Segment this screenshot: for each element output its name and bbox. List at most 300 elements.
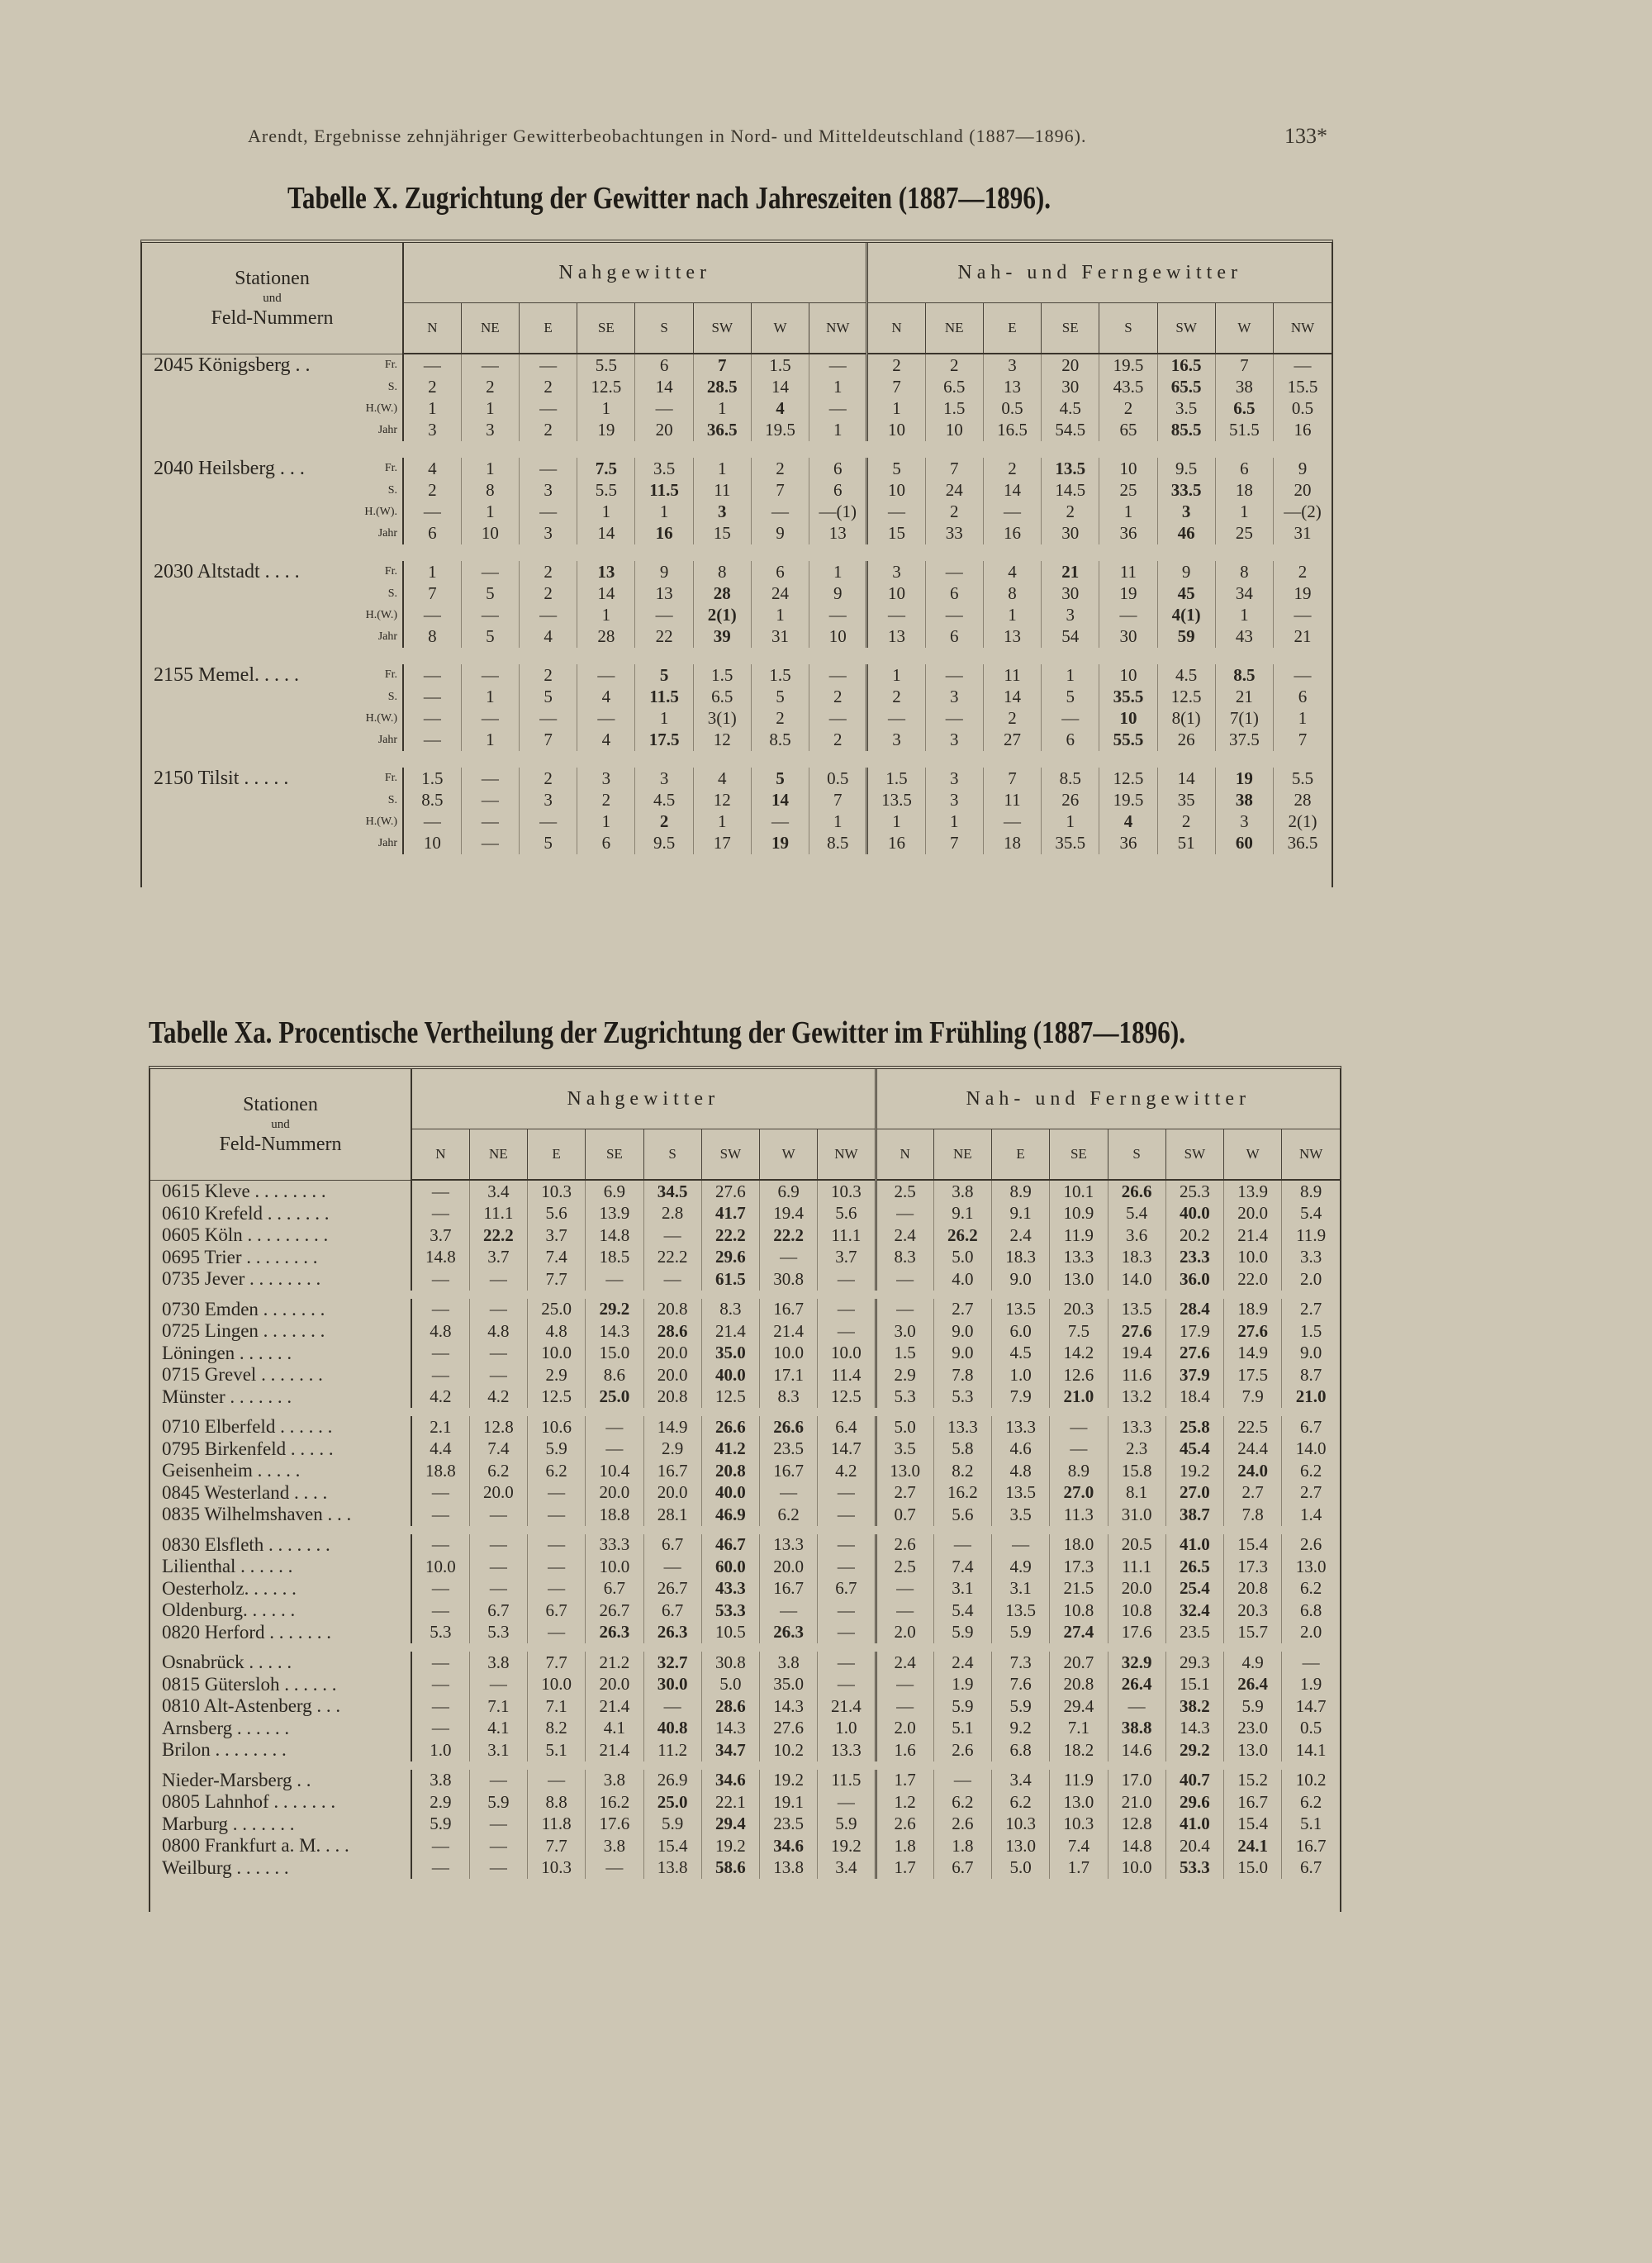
- value-cell: —: [469, 1504, 527, 1526]
- value-cell: 6.5: [925, 377, 983, 398]
- value-cell: 10.3: [992, 1814, 1050, 1836]
- value-cell: 3: [519, 523, 577, 544]
- table-row: [142, 626, 1332, 648]
- value-cell: —: [469, 1556, 527, 1578]
- value-cell: 36: [1099, 833, 1157, 854]
- value-cell: 1.5: [867, 768, 925, 790]
- table-row: [142, 502, 1332, 523]
- station-name: 0610 Krefeld . . . . . . .: [150, 1203, 411, 1225]
- value-cell: 2.6: [1282, 1534, 1340, 1557]
- value-cell: 1: [983, 605, 1041, 626]
- value-cell: —: [818, 1299, 876, 1321]
- value-cell: 11.9: [1050, 1770, 1108, 1792]
- value-cell: 4.0: [933, 1268, 991, 1291]
- station-name: Marburg . . . . . . .: [150, 1814, 411, 1836]
- value-cell: 26.4: [1224, 1674, 1282, 1696]
- station-name: Weilburg . . . . . .: [150, 1857, 411, 1880]
- value-cell: 2.7: [1282, 1299, 1340, 1321]
- value-cell: 6.2: [1282, 1791, 1340, 1814]
- table-row: [150, 1835, 1340, 1857]
- value-cell: 12: [693, 730, 751, 751]
- value-cell: 7.7: [528, 1835, 586, 1857]
- value-cell: 26: [1042, 790, 1099, 811]
- value-cell: 20.0: [1224, 1203, 1282, 1225]
- table-row: [150, 1652, 1340, 1674]
- value-cell: —(2): [1274, 502, 1332, 523]
- value-cell: 10: [1099, 708, 1157, 730]
- value-cell: —: [461, 768, 519, 790]
- value-cell: 36.5: [1274, 833, 1332, 854]
- value-cell: 54: [1042, 626, 1099, 648]
- value-cell: 26.6: [1108, 1180, 1165, 1203]
- value-cell: 14.8: [1108, 1835, 1165, 1857]
- value-cell: 5: [751, 768, 809, 790]
- value-cell: 28: [577, 626, 635, 648]
- value-cell: 9.5: [635, 833, 693, 854]
- station-name: [142, 480, 358, 502]
- value-cell: 19: [751, 833, 809, 854]
- value-cell: 12: [693, 790, 751, 811]
- table-row: [142, 687, 1332, 708]
- value-cell: 5.9: [469, 1791, 527, 1814]
- value-cell: 1.9: [933, 1674, 991, 1696]
- value-cell: —: [925, 708, 983, 730]
- value-cell: 1.0: [411, 1739, 469, 1761]
- value-cell: 6: [809, 480, 867, 502]
- value-cell: 5.5: [1274, 768, 1332, 790]
- value-cell: 40.0: [701, 1482, 759, 1505]
- value-cell: 4.4: [411, 1438, 469, 1461]
- value-cell: 4.1: [586, 1718, 643, 1740]
- value-cell: 14.0: [1282, 1438, 1340, 1461]
- value-cell: 18.3: [992, 1247, 1050, 1269]
- value-cell: 3(1): [693, 708, 751, 730]
- value-cell: 20: [1042, 354, 1099, 377]
- season-label: H.(W).: [358, 502, 403, 523]
- value-cell: 9: [751, 523, 809, 544]
- value-cell: 34.5: [643, 1180, 701, 1203]
- value-cell: 17.6: [1108, 1622, 1165, 1644]
- value-cell: 14.9: [643, 1416, 701, 1438]
- value-cell: 2: [925, 354, 983, 377]
- station-name: 0715 Grevel . . . . . . .: [150, 1364, 411, 1386]
- station-name: [142, 398, 358, 420]
- value-cell: 14.1: [1282, 1739, 1340, 1761]
- value-cell: 12.5: [701, 1386, 759, 1409]
- value-cell: 14: [635, 377, 693, 398]
- value-cell: —: [876, 1695, 933, 1718]
- value-cell: 6.7: [1282, 1857, 1340, 1880]
- value-cell: 8.1: [1108, 1482, 1165, 1505]
- value-cell: 26.6: [760, 1416, 818, 1438]
- value-cell: 13: [983, 626, 1041, 648]
- value-cell: 20.5: [1108, 1534, 1165, 1557]
- table-row: [150, 1770, 1340, 1792]
- value-cell: —: [403, 502, 461, 523]
- value-cell: 2: [403, 480, 461, 502]
- value-cell: —: [809, 354, 867, 377]
- value-cell: 4: [983, 561, 1041, 583]
- value-cell: —: [983, 502, 1041, 523]
- value-cell: 4(1): [1157, 605, 1215, 626]
- value-cell: 11.3: [1050, 1504, 1108, 1526]
- value-cell: 27: [983, 730, 1041, 751]
- value-cell: 1.8: [876, 1835, 933, 1857]
- value-cell: 8.5: [751, 730, 809, 751]
- table-row: [150, 1343, 1340, 1365]
- value-cell: —: [411, 1718, 469, 1740]
- value-cell: 6.7: [643, 1534, 701, 1557]
- value-cell: 7.7: [528, 1268, 586, 1291]
- value-cell: —: [876, 1674, 933, 1696]
- value-cell: —: [809, 664, 867, 687]
- value-cell: 5.0: [933, 1247, 991, 1269]
- value-cell: 60.0: [701, 1556, 759, 1578]
- value-cell: 2: [1274, 561, 1332, 583]
- value-cell: 19: [1274, 583, 1332, 605]
- value-cell: 43.5: [1099, 377, 1157, 398]
- value-cell: 19.4: [760, 1203, 818, 1225]
- value-cell: 26.4: [1108, 1674, 1165, 1696]
- direction-header-s: S: [1108, 1129, 1165, 1181]
- value-cell: 1: [925, 811, 983, 833]
- value-cell: 4.9: [1224, 1652, 1282, 1674]
- group-nahgewitter: Nahgewitter: [403, 243, 867, 303]
- value-cell: —: [1050, 1438, 1108, 1461]
- value-cell: 9.1: [933, 1203, 991, 1225]
- table-row: [142, 458, 1332, 480]
- value-cell: 10.3: [818, 1180, 876, 1203]
- table-row: [142, 605, 1332, 626]
- value-cell: 5.3: [411, 1622, 469, 1644]
- value-cell: 10.3: [528, 1857, 586, 1880]
- value-cell: —: [411, 1268, 469, 1291]
- value-cell: 20.2: [1165, 1224, 1223, 1247]
- value-cell: 20.0: [760, 1556, 818, 1578]
- value-cell: —: [469, 1268, 527, 1291]
- value-cell: 3.8: [411, 1770, 469, 1792]
- value-cell: 20.0: [643, 1364, 701, 1386]
- value-cell: 30: [1099, 626, 1157, 648]
- value-cell: 23.5: [760, 1438, 818, 1461]
- value-cell: —: [411, 1534, 469, 1557]
- value-cell: —: [635, 605, 693, 626]
- value-cell: 2.4: [876, 1224, 933, 1247]
- value-cell: 14.3: [760, 1695, 818, 1718]
- value-cell: 6.7: [586, 1578, 643, 1600]
- value-cell: 1: [1042, 664, 1099, 687]
- value-cell: 46.9: [701, 1504, 759, 1526]
- value-cell: 28.6: [643, 1320, 701, 1343]
- value-cell: —: [469, 1857, 527, 1880]
- station-name: [142, 605, 358, 626]
- value-cell: 1: [577, 502, 635, 523]
- value-cell: 5.3: [933, 1386, 991, 1409]
- value-cell: 5.4: [933, 1600, 991, 1622]
- value-cell: 4: [693, 768, 751, 790]
- value-cell: 14.3: [586, 1320, 643, 1343]
- station-name: 2030 Altstadt . . . .: [154, 560, 300, 582]
- value-cell: 10.0: [760, 1343, 818, 1365]
- value-cell: 22.0: [1224, 1268, 1282, 1291]
- value-cell: —: [519, 811, 577, 833]
- value-cell: 7: [1215, 354, 1273, 377]
- value-cell: 3.8: [586, 1770, 643, 1792]
- value-cell: 46: [1157, 523, 1215, 544]
- value-cell: 20.0: [586, 1674, 643, 1696]
- value-cell: 14: [751, 790, 809, 811]
- station-name: Oesterholz. . . . . .: [150, 1578, 411, 1600]
- value-cell: 33: [925, 523, 983, 544]
- value-cell: 8.3: [760, 1386, 818, 1409]
- value-cell: 8: [693, 561, 751, 583]
- station-name: 0795 Birkenfeld . . . . .: [150, 1438, 411, 1461]
- value-cell: 30: [1042, 377, 1099, 398]
- value-cell: 21.0: [1282, 1386, 1340, 1409]
- value-cell: 7.7: [528, 1652, 586, 1674]
- value-cell: 16.5: [1157, 354, 1215, 377]
- value-cell: 14: [983, 687, 1041, 708]
- value-cell: 1.5: [925, 398, 983, 420]
- value-cell: 5.9: [818, 1814, 876, 1836]
- station-name: 0845 Westerland . . . .: [150, 1482, 411, 1505]
- value-cell: 60: [1215, 833, 1273, 854]
- value-cell: 9.1: [992, 1203, 1050, 1225]
- station-name: 0800 Frankfurt a. M. . . .: [150, 1835, 411, 1857]
- value-cell: 20.8: [1050, 1674, 1108, 1696]
- value-cell: 3.7: [528, 1224, 586, 1247]
- value-cell: —: [403, 708, 461, 730]
- value-cell: —: [411, 1299, 469, 1321]
- value-cell: 25.0: [586, 1386, 643, 1409]
- value-cell: 38.7: [1165, 1504, 1223, 1526]
- value-cell: 24.1: [1224, 1835, 1282, 1857]
- value-cell: 14: [577, 523, 635, 544]
- value-cell: 4.8: [469, 1320, 527, 1343]
- value-cell: 1: [403, 398, 461, 420]
- value-cell: 10.9: [1050, 1203, 1108, 1225]
- table-row: [150, 1364, 1340, 1386]
- value-cell: 15.0: [1224, 1857, 1282, 1880]
- value-cell: 1: [809, 420, 867, 441]
- value-cell: 13.5: [992, 1482, 1050, 1505]
- value-cell: 45.4: [1165, 1438, 1223, 1461]
- value-cell: —: [876, 1600, 933, 1622]
- value-cell: 17.1: [760, 1364, 818, 1386]
- value-cell: 38.2: [1165, 1695, 1223, 1718]
- value-cell: 7.1: [1050, 1718, 1108, 1740]
- direction-header-ne: NE: [469, 1129, 527, 1181]
- value-cell: 43.3: [701, 1578, 759, 1600]
- value-cell: 10.3: [528, 1180, 586, 1203]
- value-cell: 10: [867, 420, 925, 441]
- value-cell: 6.5: [693, 687, 751, 708]
- value-cell: 6: [1274, 687, 1332, 708]
- value-cell: —: [411, 1695, 469, 1718]
- station-name: Münster . . . . . . .: [150, 1386, 411, 1409]
- direction-header-nw: NW: [818, 1129, 876, 1181]
- direction-header-n: N: [867, 303, 925, 354]
- value-cell: 9: [1157, 561, 1215, 583]
- value-cell: 8.2: [528, 1718, 586, 1740]
- group-nah-ferngewitter: Nah- und Ferngewitter: [867, 243, 1332, 303]
- value-cell: 13.9: [1224, 1180, 1282, 1203]
- value-cell: 26.3: [643, 1622, 701, 1644]
- value-cell: 18.4: [1165, 1386, 1223, 1409]
- value-cell: —: [867, 605, 925, 626]
- value-cell: 21.4: [760, 1320, 818, 1343]
- value-cell: 1: [1274, 708, 1332, 730]
- spacer-row: [142, 751, 1332, 768]
- direction-header-se: SE: [586, 1129, 643, 1181]
- value-cell: 16: [867, 833, 925, 854]
- value-cell: 6: [577, 833, 635, 854]
- value-cell: 29.4: [1050, 1695, 1108, 1718]
- season-label: S.: [358, 377, 403, 398]
- value-cell: 26: [1157, 730, 1215, 751]
- table-row: [150, 1739, 1340, 1761]
- value-cell: 31.0: [1108, 1504, 1165, 1526]
- table1: [140, 240, 1333, 887]
- value-cell: 5: [867, 458, 925, 480]
- value-cell: 8(1): [1157, 708, 1215, 730]
- station-name: 0820 Herford . . . . . . .: [150, 1622, 411, 1644]
- station-name: [142, 708, 358, 730]
- value-cell: 13.5: [1108, 1299, 1165, 1321]
- value-cell: 19.5: [1099, 354, 1157, 377]
- value-cell: —: [818, 1320, 876, 1343]
- direction-header-nw: NW: [809, 303, 867, 354]
- table-row: [150, 1299, 1340, 1321]
- value-cell: 1.5: [1282, 1320, 1340, 1343]
- value-cell: —: [818, 1504, 876, 1526]
- value-cell: 2: [519, 768, 577, 790]
- direction-header-n: N: [411, 1129, 469, 1181]
- table1-title: Tabelle X. Zugrichtung der Gewitter nach Jahreszeiten (1887—1896).: [287, 181, 1051, 216]
- value-cell: 8.5: [1042, 768, 1099, 790]
- value-cell: 11.2: [643, 1739, 701, 1761]
- value-cell: 61.5: [701, 1268, 759, 1291]
- value-cell: 14.8: [411, 1247, 469, 1269]
- value-cell: 14: [751, 377, 809, 398]
- value-cell: 3: [925, 790, 983, 811]
- table-row: [142, 790, 1332, 811]
- table-row: [150, 1386, 1340, 1409]
- value-cell: 13.9: [586, 1203, 643, 1225]
- direction-header-w: W: [1224, 1129, 1282, 1181]
- direction-header-nw: NW: [1274, 303, 1332, 354]
- value-cell: 6.2: [1282, 1460, 1340, 1482]
- value-cell: 15: [867, 523, 925, 544]
- value-cell: 37.5: [1215, 730, 1273, 751]
- value-cell: 24.4: [1224, 1438, 1282, 1461]
- value-cell: 6.2: [469, 1460, 527, 1482]
- value-cell: 26.6: [701, 1416, 759, 1438]
- direction-header-sw: SW: [701, 1129, 759, 1181]
- value-cell: 10.4: [586, 1460, 643, 1482]
- value-cell: 3: [403, 420, 461, 441]
- value-cell: —: [1042, 708, 1099, 730]
- value-cell: 11.5: [818, 1770, 876, 1792]
- value-cell: 4.2: [818, 1460, 876, 1482]
- value-cell: 9.0: [933, 1320, 991, 1343]
- value-cell: 8.5: [403, 790, 461, 811]
- value-cell: 3.8: [469, 1652, 527, 1674]
- value-cell: 2: [867, 687, 925, 708]
- value-cell: 4.5: [635, 790, 693, 811]
- value-cell: 3.8: [586, 1835, 643, 1857]
- table-row: [142, 833, 1332, 854]
- value-cell: —: [635, 398, 693, 420]
- value-cell: 3: [635, 768, 693, 790]
- value-cell: —: [1282, 1652, 1340, 1674]
- value-cell: 3.6: [1108, 1224, 1165, 1247]
- table-row: [142, 811, 1332, 833]
- value-cell: —: [643, 1224, 701, 1247]
- value-cell: 4.9: [992, 1556, 1050, 1578]
- value-cell: 1: [693, 398, 751, 420]
- value-cell: 1.8: [933, 1835, 991, 1857]
- table-row: [150, 1460, 1340, 1482]
- value-cell: 28.5: [693, 377, 751, 398]
- direction-header-n: N: [403, 303, 461, 354]
- value-cell: 3: [1157, 502, 1215, 523]
- value-cell: —: [809, 398, 867, 420]
- table-row: [150, 1180, 1340, 1203]
- value-cell: 30: [1042, 583, 1099, 605]
- value-cell: 10: [403, 833, 461, 854]
- value-cell: 27.6: [701, 1180, 759, 1203]
- table-row: [150, 1556, 1340, 1578]
- direction-header-w: W: [751, 303, 809, 354]
- station-name: 0810 Alt-Astenberg . . .: [150, 1695, 411, 1718]
- value-cell: 8.9: [1050, 1460, 1108, 1482]
- value-cell: —: [1050, 1416, 1108, 1438]
- value-cell: 3.5: [635, 458, 693, 480]
- direction-header-s: S: [635, 303, 693, 354]
- value-cell: 29.4: [701, 1814, 759, 1836]
- value-cell: 4: [403, 458, 461, 480]
- value-cell: 9: [635, 561, 693, 583]
- value-cell: 2.7: [1224, 1482, 1282, 1505]
- value-cell: —: [586, 1438, 643, 1461]
- value-cell: 34.6: [760, 1835, 818, 1857]
- value-cell: 1: [1215, 605, 1273, 626]
- value-cell: —: [519, 502, 577, 523]
- value-cell: 2: [403, 377, 461, 398]
- value-cell: 25.0: [643, 1791, 701, 1814]
- value-cell: 7: [1274, 730, 1332, 751]
- value-cell: —: [876, 1203, 933, 1225]
- value-cell: —(1): [809, 502, 867, 523]
- value-cell: 6.4: [818, 1416, 876, 1438]
- value-cell: 16: [1274, 420, 1332, 441]
- station-name: Löningen . . . . . .: [150, 1343, 411, 1365]
- value-cell: 12.6: [1050, 1364, 1108, 1386]
- value-cell: 12.5: [1099, 768, 1157, 790]
- value-cell: 4.8: [411, 1320, 469, 1343]
- value-cell: 11: [1099, 561, 1157, 583]
- value-cell: 12.8: [469, 1416, 527, 1438]
- value-cell: 15.0: [586, 1343, 643, 1365]
- value-cell: 14.3: [1165, 1718, 1223, 1740]
- value-cell: —: [528, 1578, 586, 1600]
- value-cell: 10.1: [1050, 1180, 1108, 1203]
- value-cell: —: [461, 561, 519, 583]
- table-row: [142, 583, 1332, 605]
- season-label: Fr.: [358, 458, 403, 480]
- value-cell: 3.5: [992, 1504, 1050, 1526]
